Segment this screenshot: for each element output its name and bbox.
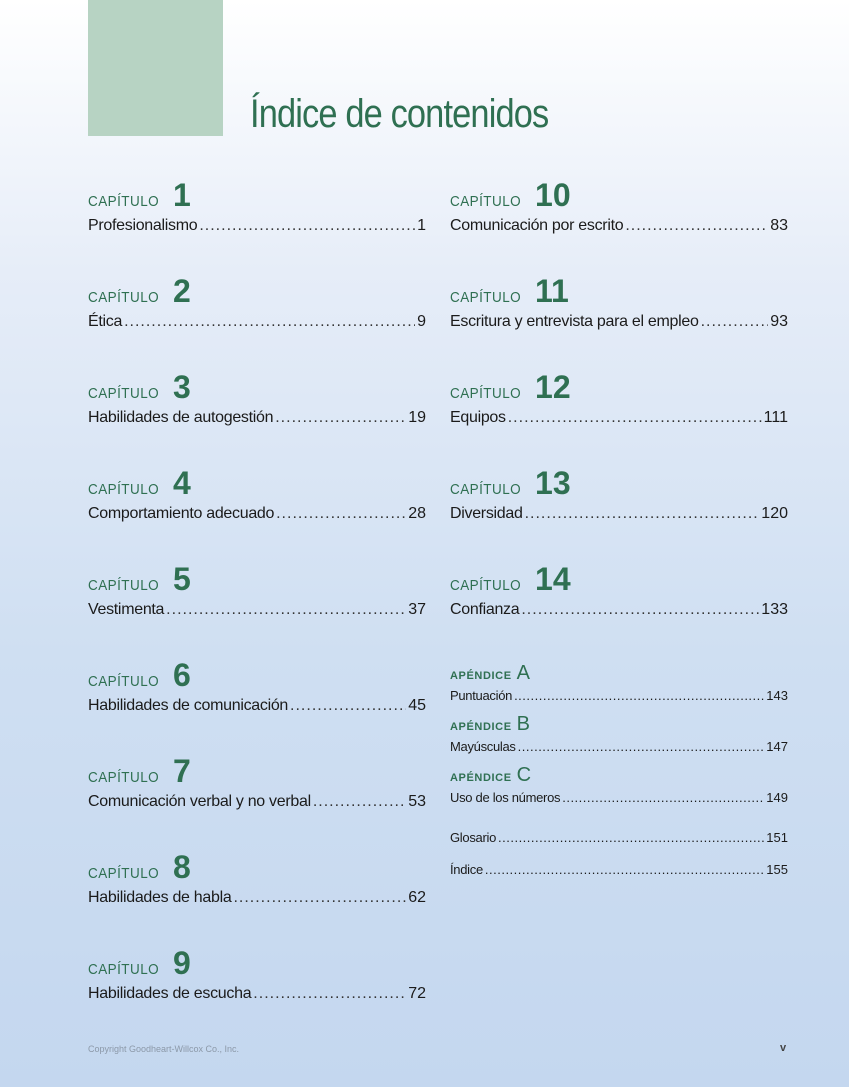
- toc-chapter[interactable]: [88, 946, 426, 1042]
- chapter-title: Habilidades de escucha: [88, 985, 252, 1002]
- chapter-number: 10: [535, 177, 571, 213]
- chapter-number: 14: [535, 561, 571, 597]
- page-number: 155: [766, 862, 788, 877]
- chapter-title: Escritura y entrevista para el empleo: [450, 313, 699, 330]
- chapter-number: 5: [173, 561, 191, 597]
- page-number: 151: [766, 830, 788, 845]
- toc-appendix-entry[interactable]: [450, 790, 788, 815]
- toc-chapter[interactable]: [450, 466, 788, 562]
- appendix-label: APÉNDICE: [450, 772, 512, 784]
- chapter-title: Confianza: [450, 601, 520, 618]
- chapter-label: CAPÍTULO: [88, 193, 160, 210]
- page-number: 1: [417, 217, 426, 234]
- toc-chapter[interactable]: [88, 370, 426, 466]
- chapter-label: CAPÍTULO: [88, 385, 160, 402]
- chapter-label: CAPÍTULO: [88, 289, 160, 306]
- page-number: 72: [408, 985, 426, 1002]
- page-number: 147: [766, 739, 788, 754]
- chapter-number: 6: [173, 657, 191, 693]
- page-number: 133: [761, 601, 788, 618]
- page-number: 45: [408, 697, 426, 714]
- chapter-title: Ética: [88, 313, 123, 330]
- chapter-label: CAPÍTULO: [88, 481, 160, 498]
- chapter-number: 8: [173, 849, 191, 885]
- chapter-number: 11: [535, 273, 569, 309]
- chapter-title: Comunicación verbal y no verbal: [88, 793, 311, 810]
- chapter-title: Equipos: [450, 409, 506, 426]
- entry-title: Glosario: [450, 830, 497, 845]
- chapter-title: Habilidades de autogestión: [88, 409, 274, 426]
- page-title: Índice de contenidos: [250, 92, 549, 136]
- toc-chapter[interactable]: [450, 562, 788, 658]
- chapter-number: 2: [173, 273, 191, 309]
- toc-left-column: [88, 178, 426, 1042]
- toc-glossary-entry[interactable]: [450, 830, 788, 862]
- chapter-label: CAPÍTULO: [88, 577, 160, 594]
- toc-back-matter: [450, 830, 788, 894]
- toc-chapter[interactable]: [88, 658, 426, 754]
- page-number: 9: [417, 313, 426, 330]
- chapter-title: Habilidades de habla: [88, 889, 232, 906]
- page-number: 120: [761, 505, 788, 522]
- toc-chapter[interactable]: [88, 274, 426, 370]
- chapter-title: Comunicación por escrito: [450, 217, 624, 234]
- page-number: 19: [408, 409, 426, 426]
- page-number: 62: [408, 889, 426, 906]
- chapter-label: CAPÍTULO: [88, 769, 160, 786]
- chapter-number: 12: [535, 369, 571, 405]
- entry-title: Índice: [450, 862, 483, 877]
- appendix-letter: C: [516, 764, 532, 786]
- toc-index-entry[interactable]: [450, 862, 788, 894]
- appendix-title: Uso de los números: [450, 790, 561, 805]
- chapter-title: Habilidades de comunicación: [88, 697, 289, 714]
- page-number: 93: [770, 313, 788, 330]
- appendix-label: APÉNDICE: [450, 670, 512, 682]
- toc-appendix-entry[interactable]: [450, 688, 788, 713]
- decorative-block: [88, 0, 223, 136]
- toc-chapter[interactable]: [88, 466, 426, 562]
- page-number: 28: [408, 505, 426, 522]
- page-number: 149: [766, 790, 788, 805]
- chapter-label: CAPÍTULO: [450, 577, 522, 594]
- chapter-label: CAPÍTULO: [450, 385, 522, 402]
- chapter-title: Vestimenta: [88, 601, 165, 618]
- appendix-title: Puntuación: [450, 688, 513, 703]
- chapter-label: CAPÍTULO: [88, 865, 160, 882]
- toc-chapter[interactable]: [88, 850, 426, 946]
- toc-chapter[interactable]: [450, 274, 788, 370]
- page-number: 111: [763, 409, 788, 426]
- page-number: 83: [770, 217, 788, 234]
- page-number: 53: [408, 793, 426, 810]
- chapter-title: Comportamiento adecuado: [88, 505, 275, 522]
- toc-right-column: [450, 178, 788, 894]
- chapter-number: 13: [535, 465, 571, 501]
- toc-chapter[interactable]: [88, 562, 426, 658]
- page-number: 143: [766, 688, 788, 703]
- chapter-label: CAPÍTULO: [450, 193, 522, 210]
- chapter-title: Diversidad: [450, 505, 523, 522]
- chapter-number: 3: [173, 369, 191, 405]
- toc-chapter[interactable]: [88, 754, 426, 850]
- page-folio: v: [780, 1042, 787, 1054]
- page-number: 37: [408, 601, 426, 618]
- appendix-letter: A: [516, 662, 530, 684]
- toc-appendices: [450, 662, 788, 815]
- chapter-label: CAPÍTULO: [88, 961, 160, 978]
- chapter-label: CAPÍTULO: [88, 673, 160, 690]
- chapter-label: CAPÍTULO: [450, 289, 522, 306]
- toc-chapter[interactable]: [450, 178, 788, 274]
- copyright-notice: Copyright Goodheart-Willcox Co., Inc.: [88, 1044, 240, 1054]
- chapter-number: 4: [173, 465, 191, 501]
- appendix-title: Mayúsculas: [450, 739, 516, 754]
- toc-appendix-entry[interactable]: [450, 739, 788, 764]
- chapter-number: 1: [173, 177, 191, 213]
- chapter-label: CAPÍTULO: [450, 481, 522, 498]
- appendix-label: APÉNDICE: [450, 721, 512, 733]
- appendix-letter: B: [516, 713, 530, 735]
- chapter-title: Profesionalismo: [88, 217, 198, 234]
- toc-chapter[interactable]: [88, 178, 426, 274]
- chapter-number: 7: [173, 753, 191, 789]
- toc-chapter[interactable]: [450, 370, 788, 466]
- chapter-number: 9: [173, 945, 191, 981]
